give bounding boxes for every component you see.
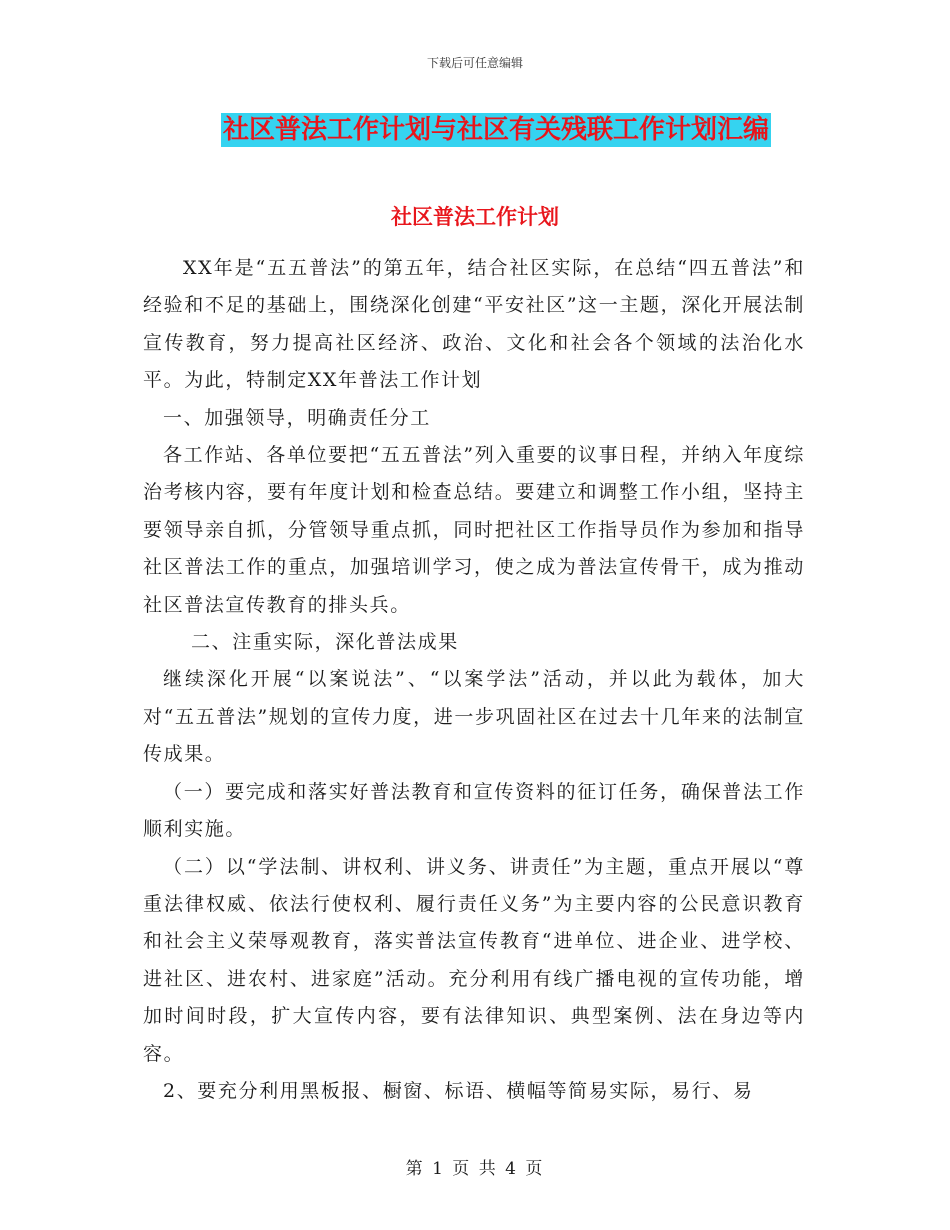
paragraph-item-2: （二）以“学法制、讲权利、讲义务、讲责任”为主题，重点开展以“尊重法律权威、依法行使权利、履行责任义务”为主要内容的公民意识教育和社会主义荣辱观教育，落实普法宣传教育“进单位、进企业、进学校、进社区、进农村、进家庭”活动。充分利用有线广播电视的宣传功能，增加时间时段，扩大宣传内容，要有法律知识、典型案例、法在身边等内容。 (143, 855, 805, 1065)
section-title: 社区普法工作计划 (391, 204, 559, 229)
heading-two: 二、注重实际，深化普法成果 (191, 631, 459, 654)
paragraph-leadership: 各工作站、各单位要把“五五普法”列入重要的议事日程，并纳入年度综治考核内容，要有年度计划和检查总结。要建立和调整工作小组，坚持主要领导亲自抓，分管领导重点抓，同时把社区工作指导员作为参加和指导社区普法工作的重点，加强培训学习，使之成为普法宣传骨干，成为推动社区普法宣传教育的排头兵。 (143, 444, 805, 616)
document-title: 社区普法工作计划与社区有关残联工作计划汇编 (223, 115, 770, 145)
document-body (143, 250, 805, 1110)
paragraph-deepen: 继续深化开展“以案说法”、“以案学法”活动，并以此为载体，加大对“五五普法”规划的宣传力度，进一步巩固社区在过去十几年来的法制宣传成果。 (143, 668, 805, 766)
header-note: 下载后可任意编辑 (426, 56, 523, 70)
heading-one: 一、加强领导，明确责任分工 (163, 406, 431, 429)
page-footer: 第 1 页 共 4 页 (405, 1159, 545, 1179)
paragraph-intro: XX年是“五五普法”的第五年，结合社区实际，在总结“四五普法”和经验和不足的基础上，围绕深化创建“平安社区”这一主题，深化开展法制宣传教育，努力提高社区经济、政治、文化和社会各个领域的法治化水平。为此，特制定XX年普法工作计划 (143, 257, 805, 392)
paragraph-item-1: （一）要完成和落实好普法教育和宣传资料的征订任务，确保普法工作顺利实施。 (143, 780, 805, 841)
paragraph-item-3: 2、要充分利用黑板报、橱窗、标语、横幅等简易实际，易行、易 (163, 1079, 754, 1102)
